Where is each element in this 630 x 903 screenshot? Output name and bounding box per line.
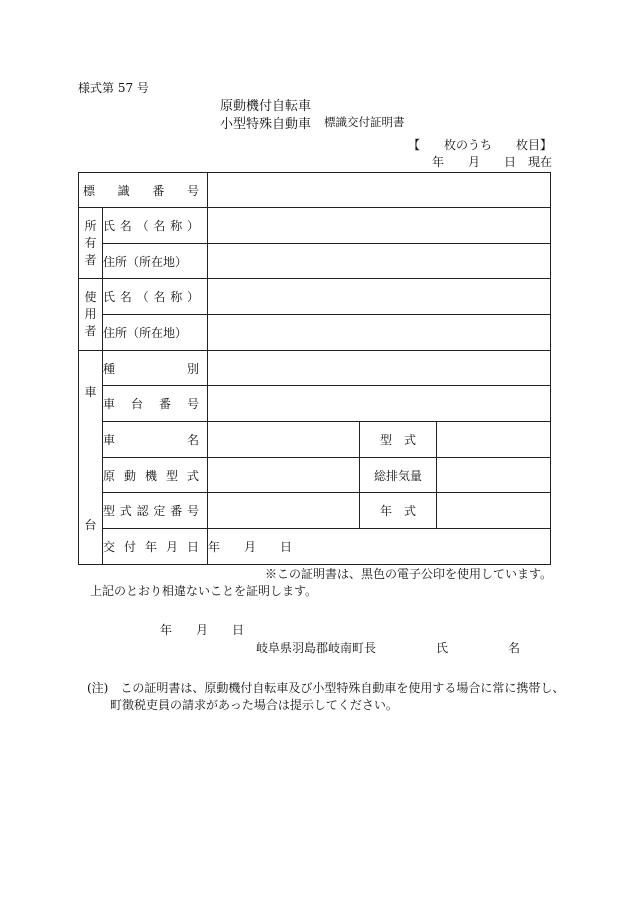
vehicle-name-value [208, 422, 360, 458]
title-line-1: 原動機付自転車 [220, 99, 312, 114]
issue-date-value: 年 月 日 [208, 529, 551, 565]
as-of-date: 年 月 日 現在 [432, 155, 553, 169]
displacement-value [437, 458, 551, 493]
type-approval-label: 型 式 認 定 番 号 [103, 493, 208, 529]
owner-address-label: 住所（所在地） [103, 244, 208, 279]
form-number: 様式第 57 号 [78, 81, 149, 95]
type-value [208, 351, 551, 386]
note-line-1: (注) この証明書は、原動機付自転車及び小型特殊自動車を使用する場合に常に携帯し、 [87, 681, 565, 695]
mayor-signature-line: 岐阜県羽島郡岐南町長 氏 名 [256, 641, 521, 655]
user-name-label: 氏 名 （ 名 称 ） [103, 279, 208, 315]
type-label: 種 別 [103, 351, 208, 386]
displacement-label: 総排気量 [360, 458, 437, 493]
user-group-label: 使 用 者 [79, 279, 103, 351]
vehicle-group-label [79, 351, 103, 565]
certify-text: 上記のとおり相違ないことを証明します。 [90, 584, 318, 598]
owner-address-value [208, 244, 551, 279]
sheet-count: 【 枚のうち 枚目】 [408, 138, 553, 152]
plate-number-value [208, 173, 551, 208]
chassis-number-value [208, 386, 551, 422]
sign-date: 年 月 日 [160, 623, 245, 637]
owner-name-value [208, 208, 551, 244]
user-name-value [208, 279, 551, 315]
vehicle-group-bottom: 台 [84, 517, 97, 532]
model-value [437, 422, 551, 458]
owner-group-label: 所 有 者 [79, 208, 103, 279]
user-address-value [208, 315, 551, 351]
title-suffix: 標識交付証明書 [324, 115, 405, 129]
model-label: 型 式 [360, 422, 437, 458]
issue-date-label: 交 付 年 月 日 [103, 529, 208, 565]
engine-model-label: 原 動 機 型 式 [103, 458, 208, 493]
chassis-number-label: 車 台 番 号 [103, 386, 208, 422]
vehicle-group-top: 車 [84, 384, 97, 399]
user-address-label: 住所（所在地） [103, 315, 208, 351]
type-approval-value [208, 493, 360, 529]
title-line-2: 小型特殊自動車 [220, 117, 312, 132]
year-model-value [437, 493, 551, 529]
certificate-table [78, 172, 551, 565]
note-line-2: 町徴税吏員の請求があった場合は提示してください。 [110, 698, 398, 712]
engine-model-value [208, 458, 360, 493]
seal-note: ※この証明書は、黒色の電子公印を使用しています。 [265, 567, 553, 581]
plate-number-label: 標 識 番 号 [79, 173, 208, 208]
year-model-label: 年 式 [360, 493, 437, 529]
vehicle-name-label: 車 名 [103, 422, 208, 458]
owner-name-label: 氏 名 （ 名 称 ） [103, 208, 208, 244]
